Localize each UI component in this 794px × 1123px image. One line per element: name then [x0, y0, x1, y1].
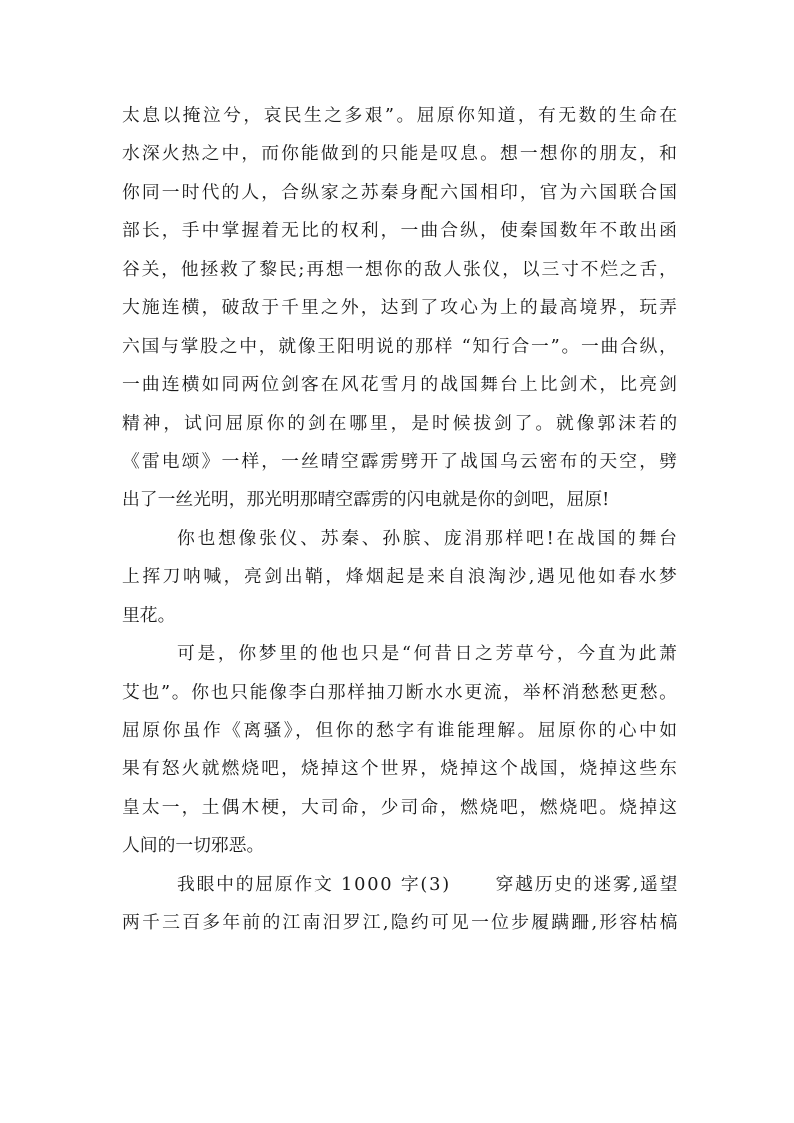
text-line — [122, 212, 677, 250]
text-line — [122, 405, 680, 443]
paragraph-start-line — [122, 635, 680, 673]
line-text: 谷关，他拯救了黎民;再想一想你的敌人张仪，以三寸不烂之舌， — [122, 258, 679, 280]
text-line — [122, 97, 680, 135]
line-text: 皇太一，土偶木梗，大司命，少司命，燃烧吧，燃烧吧。烧掉这 — [122, 796, 679, 818]
text-line — [122, 328, 677, 366]
line-text: 人间的一切邪恶。 — [122, 835, 265, 857]
text-line — [122, 712, 680, 750]
line-text: 水深火热之中，而你能做到的只能是叹息。想一想你的朋友，和 — [122, 143, 679, 165]
text-line — [122, 481, 677, 519]
line-text: 太息以掩泣兮，哀民生之多艰”。屈原你知道，有无数的生命在 — [122, 105, 680, 126]
line-text: 你同一时代的人，合纵家之苏秦身配六国相印，官为六国联合国 — [122, 181, 679, 203]
line-text: 精神，试问屈原你的剑在哪里，是时候拔剑了。就像郭沫若的 — [122, 412, 680, 434]
text-line — [122, 789, 677, 827]
text-line — [122, 750, 677, 788]
line-text: 六国与掌股之中，就像王阳明说的那样 “知行合一”。一曲合纵， — [122, 335, 679, 357]
text-line — [122, 174, 677, 212]
line-text: 屈原你虽作《离骚》，但你的愁字有谁能理解。屈原你的心中如 — [122, 720, 680, 741]
text-line — [122, 904, 680, 942]
line-text: 大施连横，破敌于千里之外，达到了攻心为上的最高境界，玩弄 — [122, 297, 679, 319]
line-text: 艾也”。你也只能像李白那样抽刀断水水更流，举杯消愁愁更愁。 — [122, 681, 679, 703]
line-text: 果有怒火就燃烧吧，烧掉这个世界，烧掉这个战国，烧掉这些东 — [122, 758, 679, 780]
paragraph-start-line — [122, 520, 680, 558]
essay-body — [122, 97, 680, 943]
paragraph-start-line — [122, 866, 680, 904]
text-line — [122, 558, 680, 596]
text-line — [122, 443, 677, 481]
line-text: 可是，你梦里的他也只是“何昔日之芳草兮，今直为此萧 — [177, 643, 680, 665]
line-text: 部长，手中掌握着无比的权利，一曲合纵，使秦国数年不敢出函 — [122, 220, 679, 242]
text-line — [122, 597, 677, 635]
line-text: 上挥刀呐喊，亮剑出鞘，烽烟起是来自浪淘沙,遇见他如春水梦 — [122, 566, 680, 588]
line-text: 《雷电颂》一样，一丝晴空霹雳劈开了战国乌云密布的天空，劈 — [122, 450, 679, 472]
text-line — [122, 251, 677, 289]
text-line — [122, 135, 677, 173]
text-line — [122, 366, 677, 404]
text-line — [122, 674, 677, 712]
line-text: 里花。 — [122, 604, 176, 626]
line-text: 两千三百多年前的江南汨罗江,隐约可见一位步履蹒跚,形容枯槁 — [122, 912, 680, 934]
line-text: 你也想像张仪、苏秦、孙膑、庞涓那样吧!在战国的舞台 — [177, 527, 680, 549]
line-text: 一曲连横如同两位剑客在风花雪月的战国舞台上比剑术，比亮剑 — [122, 374, 679, 396]
text-line — [122, 289, 677, 327]
text-line — [122, 827, 677, 865]
line-text: 出了一丝光明，那光明那晴空霹雳的闪电就是你的剑吧，屈原! — [122, 489, 610, 511]
line-text: 我眼中的屈原作文 1000 字(3) 穿越历史的迷雾,遥望 — [177, 873, 680, 895]
